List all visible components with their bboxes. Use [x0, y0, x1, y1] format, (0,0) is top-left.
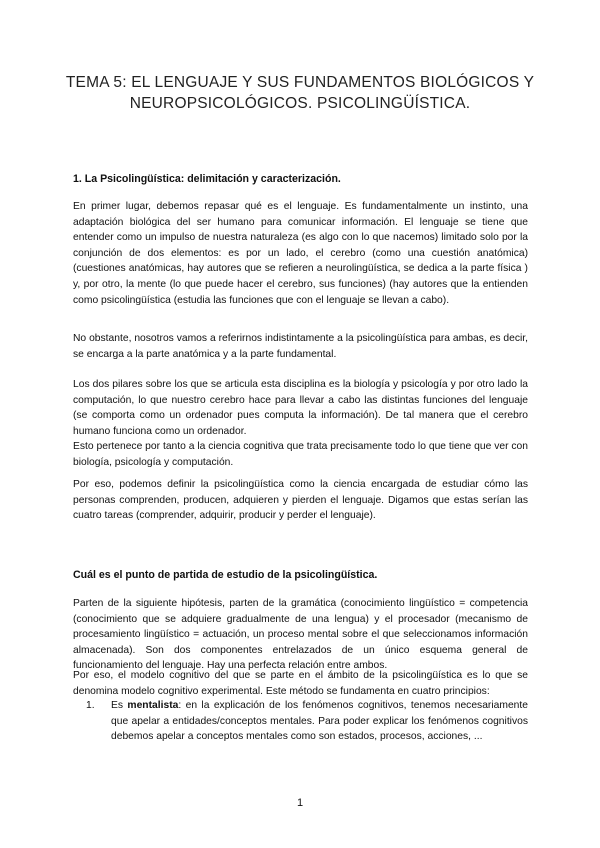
page-number: 1 — [296, 797, 304, 809]
section-1-paragraph-1: En primer lugar, debemos repasar qué es el lenguaje. Es fundamentalmente un instinto, una adaptación biológica del ser humano para comunicar información. El lenguaje se tiene que entender como un impulso de nuestra naturaleza (es algo con lo que nacemos) limitado solo por la conjunción de dos elementos: es por un lado, el cerebro (como una cuestión anatómica) (cuestiones anatómicas, hay autores que se refieren a neurolingüística, se dedica a la parte física ) y, por otro, la mente (lo que puede hacer el cerebro, sus funciones) (hay autores que la entienden como psicolingüística (estudia las funciones que con el lenguaje se llevan a cabo). — [73, 201, 528, 306]
title-line-1: TEMA 5: EL LENGUAJE Y SUS FUNDAMENTOS BIOLÓGICOS Y — [65, 74, 535, 91]
document-title — [40, 72, 560, 114]
list-item-number: 1. — [86, 700, 95, 711]
principles-list — [86, 698, 528, 745]
section-2-heading: Cuál es el punto de partida de estudio de la psicolingüística. — [73, 569, 378, 581]
section-2-paragraph-1: Parten de la siguiente hipótesis, parten de la gramática (conocimiento lingüístico = competencia (conocimiento que se adquiere gradualmente de una lengua) y el procesador (mecanismo de procesamiento lingüístico = actuación, un proceso mental sobre el que seleccionamos información almacenada). Son dos componentes entrelazados de un único esquema general de funcionamiento del lenguaje. Hay una perfecta relación entre ambos. — [73, 598, 528, 672]
list-item-text: : en la explicación de los fenómenos cognitivos, tenemos necesariamente que apelar a entidades/conceptos mentales. Para poder explicar los fenómenos cognitivos debemos apelar a conceptos mentales como son estados, procesos, acciones, ... — [111, 700, 528, 743]
list-item-body — [111, 698, 528, 745]
section-2-paragraph-2: Por eso, el modelo cognitivo del que se parte en el ámbito de la psicolingüística es lo que se denomina modelo cognitivo experimental. Este método se fundamenta en cuatro principios: — [73, 670, 528, 697]
section-1-paragraph-3b: Esto pertenece por tanto a la ciencia cognitiva que trata precisamente todo lo que tiene que ver con biología, psicología y computación. — [73, 441, 528, 468]
list-item-lead: Es — [111, 700, 124, 711]
list-item-term: mentalista — [127, 700, 179, 711]
list-item — [86, 698, 528, 745]
section-1-paragraph-3 — [73, 377, 528, 471]
title-line-2: NEUROPSICOLÓGICOS. PSICOLINGÜÍSTICA. — [129, 95, 471, 112]
section-1-heading: 1. La Psicolingüística: delimitación y caracterización. — [73, 173, 341, 185]
section-1-paragraph-3a: Los dos pilares sobre los que se articula esta disciplina es la biología y psicología y por otro lado la computación, lo que nuestro cerebro hace para llevar a cabo las distintas funciones del lenguaje (se comporta como un ordenador pues computa la información). De tal manera que el cerebro humano funciona como un ordenador. — [73, 379, 528, 437]
section-1-paragraph-4: Por eso, podemos definir la psicolingüística como la ciencia encargada de estudiar cómo las personas comprenden, producen, adquieren y pierden el lenguaje. Digamos que estas serían las cuatro tareas (comprender, adquirir, producir y perder el lenguaje). — [73, 479, 528, 522]
section-1-paragraph-2: No obstante, nosotros vamos a referirnos indistintamente a la psicolingüística para ambas, es decir, se encarga a la parte anatómica y a la parte fundamental. — [73, 333, 528, 360]
